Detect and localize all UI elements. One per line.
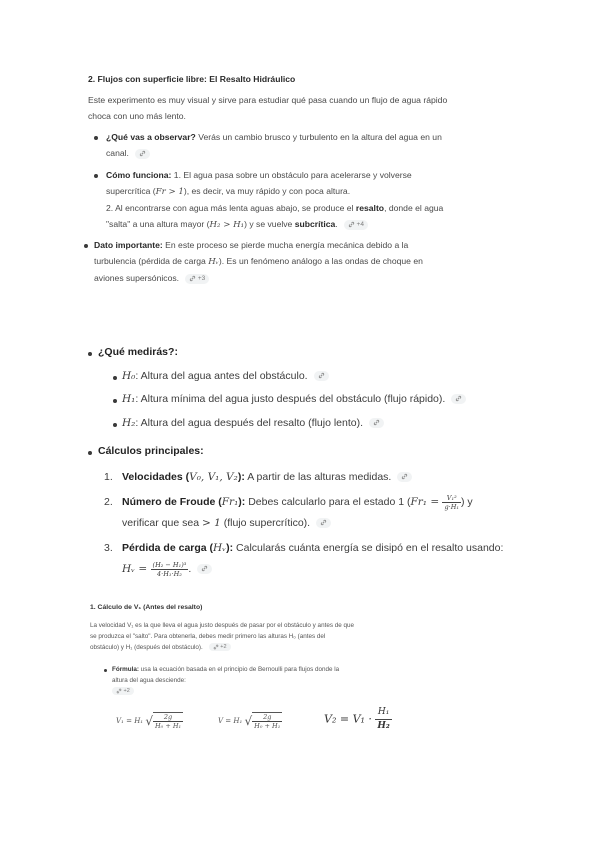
item2-text: Debes calcularlo para el estado 1 ( [245, 496, 411, 508]
important-text: En este proceso se pierde mucha energía mecánica debido a la [162, 240, 409, 250]
h2-text: : Altura del agua después del resalto (flujo lento). [135, 417, 364, 429]
link-icon [455, 395, 462, 402]
works-text: ), es decir, va muy rápido y con poca altura. [183, 186, 351, 196]
link-icon [116, 688, 122, 694]
link-icon [139, 150, 146, 157]
link-count: +2 [220, 644, 227, 651]
bullet-measure [88, 352, 92, 356]
v1-title-main: 1. Cálculo de V₁ [90, 604, 144, 611]
source-link[interactable] [197, 564, 212, 574]
item-number: 1. [104, 471, 113, 483]
observe-text: Verás un cambio brusco y turbulento en la altura del agua en un [195, 132, 442, 142]
supercritical-condition: > 1 [201, 517, 221, 529]
head-loss-numerator: (H₂ − H₁)³ [152, 560, 187, 569]
link-icon [213, 644, 219, 650]
h0-text: : Altura del agua antes del obstáculo. [135, 370, 308, 382]
source-link[interactable] [451, 394, 466, 404]
calc-item-1 [104, 467, 412, 488]
observe-label: ¿Qué vas a observar? [106, 132, 196, 142]
bullet-formula [104, 669, 107, 672]
calc-label: Cálculos principales: [98, 445, 204, 457]
v2-equation [324, 706, 392, 733]
item-number: 3. [104, 542, 113, 554]
eq2-lhs: V = H₁ [218, 717, 243, 725]
eq3-denominator: H₂ [377, 721, 390, 731]
link-count: +3 [197, 274, 206, 282]
head-loss-fraction [151, 560, 192, 578]
intro-line-2: choca con uno más lento. [88, 111, 186, 121]
observe-item [106, 129, 506, 161]
v1-equation-2 [218, 712, 282, 730]
head-loss-symbol: Hᵥ [213, 542, 227, 554]
link-icon [201, 565, 208, 572]
source-link[interactable] [316, 518, 331, 528]
link-icon [401, 473, 408, 480]
link-icon [320, 519, 327, 526]
link-icon [318, 372, 325, 379]
item-number: 2. [104, 496, 113, 508]
section-title: 2. Flujos con superficie libre: El Resalto Hidráulico [88, 74, 296, 84]
h1-text: : Altura mínima del agua justo después del obstáculo (flujo rápido). [135, 393, 446, 405]
works-text: , donde el agua [384, 203, 444, 213]
bullet-h0 [113, 376, 117, 380]
item3-label-end: ): [226, 542, 234, 554]
link-icon [189, 275, 196, 282]
eq2-fraction [252, 712, 282, 730]
eq3-fraction [375, 706, 391, 733]
froude-condition: Fr > 1 [155, 187, 184, 197]
eq2-denominator: H₀ + H₁ [254, 722, 281, 730]
works-text: ) y se vuelve [244, 219, 295, 229]
item3-label: Pérdida de carga ( [122, 542, 214, 554]
measure-label: ¿Qué medirás?: [98, 346, 178, 358]
important-item [94, 237, 534, 286]
v1-paragraph [90, 620, 510, 653]
measure-h0 [122, 366, 329, 387]
velocities-symbol: V₀, V₁, V₂ [189, 471, 238, 483]
eq-end: . [188, 563, 192, 575]
observe-text-2: canal. [106, 148, 129, 158]
item2-line2: verificar que sea [122, 517, 202, 529]
item2-line2-end: (flujo supercrítico). [220, 517, 311, 529]
source-link[interactable] [397, 472, 412, 482]
h2-symbol: H₂ [122, 417, 136, 429]
source-link[interactable] [135, 149, 150, 159]
works-text: "salta" a una altura mayor ( [106, 219, 210, 229]
froude-numerator: V₁² [442, 494, 461, 503]
measure-h1 [122, 389, 466, 410]
resalto-term: resalto [355, 203, 385, 213]
link-icon [373, 419, 380, 426]
item2-label-end: ): [238, 496, 246, 508]
eq1-coeff: H₁ [134, 717, 144, 725]
h0-symbol: H₀ [122, 370, 136, 382]
eq3-lhs: V₂ = V₁ · [324, 712, 376, 726]
calc-heading [98, 441, 204, 462]
froude-symbol: Fr₁ [221, 496, 239, 508]
source-link[interactable] [209, 643, 231, 651]
item1-label-end: ): [237, 471, 245, 483]
link-count: +2 [123, 688, 130, 695]
source-link[interactable] [344, 220, 368, 230]
measure-heading [98, 342, 178, 363]
link-count: +4 [356, 220, 364, 228]
formula-text: usa la ecuación basada en el principio de Bernoulli para flujos donde la [138, 666, 340, 673]
eq3-numerator: H₁ [375, 706, 391, 720]
formula-label: Fórmula: [112, 666, 139, 673]
link-icon [348, 221, 355, 228]
works-item [106, 167, 526, 233]
bullet-calc [88, 451, 92, 455]
important-label: Dato importante: [94, 240, 163, 250]
eq1-lhs: V₁ = [116, 717, 135, 725]
source-link[interactable] [369, 418, 384, 428]
froude-fraction [442, 494, 461, 511]
source-link[interactable] [112, 687, 134, 695]
works-step1: 1. El agua pasa sobre un obstáculo para acelerarse y volverse [171, 170, 412, 180]
formula-text-2: altura del agua desciende: [112, 677, 186, 684]
v1-equation-1 [116, 712, 183, 730]
sqrt-icon: √ [145, 714, 153, 728]
important-text: aviones supersónicos. [94, 273, 180, 283]
item2-label: Número de Froude ( [122, 496, 222, 508]
froude-denominator: g·H₁ [444, 502, 459, 511]
works-text: supercrítica ( [106, 186, 156, 196]
head-loss-denominator: 4·H₁·H₂ [157, 569, 182, 578]
eq2-numerator: 2g [252, 713, 282, 722]
intro-paragraph [88, 92, 447, 124]
intro-line-1: Este experimento es muy visual y sirve para estudiar qué pasa cuando un flujo de agua rápido [88, 95, 448, 105]
eq1-numerator: 2g [153, 713, 183, 722]
calc-item-3 [104, 538, 554, 580]
calc-item-2 [104, 492, 544, 534]
head-loss-symbol: Hᵥ [208, 257, 219, 267]
measure-h2 [122, 413, 384, 434]
works-label: Cómo funciona: [106, 170, 172, 180]
head-loss-eq-lhs: Hᵥ = [122, 563, 151, 575]
important-text: turbulencia (pérdida de carga [94, 256, 209, 266]
works-step2: 2. Al encontrarse con agua más lenta aguas abajo, se produce el [106, 203, 356, 213]
v1-section-title [90, 604, 202, 611]
item1-text: A partir de las alturas medidas. [244, 471, 392, 483]
v1-para-line-3: obstáculo) y H₁ (después del obstáculo). [90, 644, 203, 651]
important-text: ). Es un fenómeno análogo a las ondas de choque en [218, 256, 423, 266]
bullet-works [94, 174, 98, 178]
height-condition: H₂ > H₁ [209, 220, 245, 230]
bullet-important [84, 244, 88, 248]
eq1-denominator: H₀ + H₁ [155, 722, 182, 730]
sqrt-icon: √ [244, 714, 253, 728]
source-link[interactable] [185, 274, 209, 284]
h1-symbol: H₁ [122, 393, 136, 405]
item3-text: Calcularás cuánta energía se disipó en el resalto usando: [233, 542, 504, 554]
bullet-h1 [113, 399, 117, 403]
source-link[interactable] [314, 371, 329, 381]
eq1-fraction [153, 712, 183, 730]
v1-para-line-1: La velocidad V₁ es la que lleva el agua justo después de pasar por el obstáculo y antes de que [90, 622, 354, 629]
v1-para-line-2: se produzca el "salto". Para obtenerla, debes medir primero las alturas H₀ (antes del [90, 633, 326, 640]
item1-label: Velocidades ( [122, 471, 190, 483]
works-text: . [335, 219, 338, 229]
item2-text-end: ) y [460, 496, 473, 508]
froude-eq-lhs: Fr₁ = [410, 496, 443, 508]
formula-item [112, 664, 512, 697]
subcritica-term: subcrítica [294, 219, 336, 229]
v1-title-sub: (Antes del resalto) [143, 604, 203, 611]
bullet-h2 [113, 423, 117, 427]
bullet-observe [94, 136, 98, 140]
